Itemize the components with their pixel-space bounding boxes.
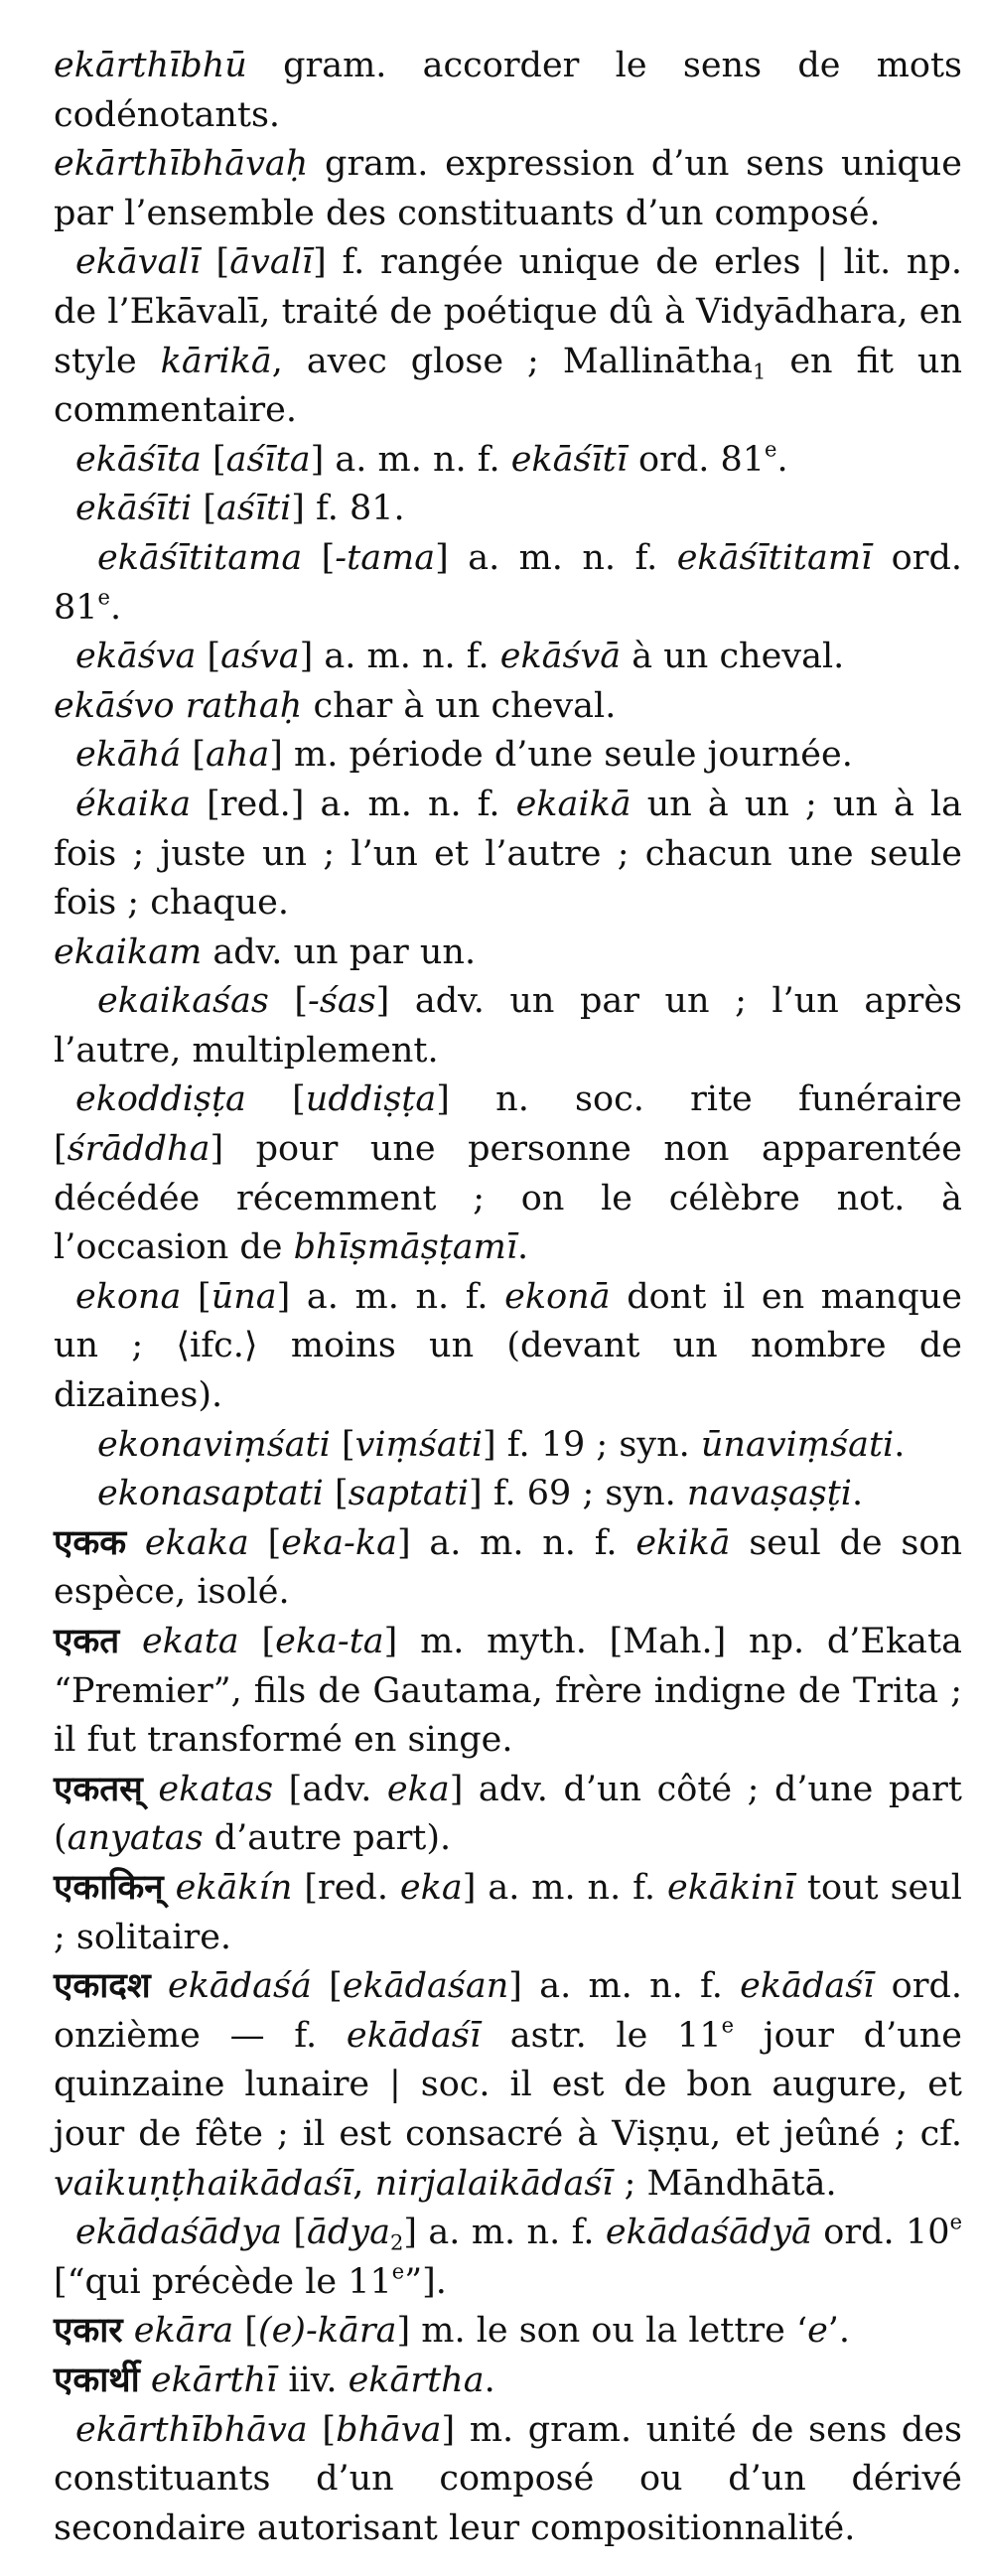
entry-ekasvo-rathah: ekāśvo rathaḥ char à un cheval. [54,685,617,726]
entry-ekarthibhavah: ekārthībhāvaḥ gram. expression d’un sens unique par l’ensemble des constituants d’un composé. [54,144,962,233]
entry-ekasita: ekāśīta [aśīta] a. m. n. f. ekāśītī ord. 81e. [75,437,788,480]
entry-ekonavimsati: ekonaviṃśati [viṃśati] f. 19 ; syn. ūnaviṃśati. [97,1424,906,1465]
entry-ekaka: एकक ekaka [eka-ka] a. m. n. f. ekikā seul de son espèce, isolé. [54,1522,963,1613]
entry-ekaha: ekāhá [aha] m. période d’une seule journée. [75,735,853,776]
entry-ekavali: ekāvalī [āvalī] f. rangée unique de erles | lit. np. de l’Ekāvalī, traité de poétique dû à Vidyādhara, en style kārikā, avec glose ; Mallinātha$_1$ en fit un commentaire. [54,242,962,431]
entry-ekakin: एकाकिन् ekākín [red. eka] a. m. n. f. ekākinī tout seul ; solitaire. [54,1867,962,1957]
entry-ekadasadya: ekādaśādya [ādya$_2$] a. m. n. f. ekādaśādyā ord. 10e [“qui précède le 11e”]. [54,2210,963,2302]
entry-ekarthibhava: ekārthībhāva [bhāva] m. gram. unité de sens des constituants d’un composé ou d’un dérivé secondaire autorisant leur compositionnalité. [54,2409,963,2548]
entry-ekadasa: एकादश ekādaśá [ekādaśan] a. m. n. f. ekādaśī ord. onzième — f. ekādaśī astr. le 11e jour d’une quinzaine lunaire | soc. il est de bon augure, et jour de fête ; il est consacré à Viṣṇu, et jeûné ; cf. vaikuṇṭhaikādaśī, nirjalaikādaśī ; Māndhātā. [54,1966,962,2204]
entry-ekara: एकार ekāra [(e)-kāra] m. le son ou la lettre ‘e’. [54,2311,851,2352]
entry-ekasiti: ekāśīti [aśīti] f. 81. [75,489,405,529]
entry-ekaika: ékaika [red.] a. m. n. f. ekaikā un à un ; un à la fois ; juste un ; l’un et l’autre ; chacun une seule fois ; chaque. [54,784,962,924]
entry-ekatas: एकतस् ekatas [adv. eka] adv. d’un côté ; d’une part (anyatas d’autre part). [54,1769,962,1859]
entry-ekona: ekona [ūna] a. m. n. f. ekonā dont il en manque un ; ⟨ifc.⟩ moins un (devant un nombre de dizaines). [54,1276,963,1416]
entry-ekarthi: एकार्थी ekārthī iiv. ekārtha. [54,2360,495,2400]
entry-ekoddista: ekoddiṣṭa [uddiṣṭa] n. soc. rite funéraire [śrāddha] pour une personne non apparentée décédée récemment ; on le célèbre not. à l’occasion de bhīṣmāṣṭamī. [54,1079,962,1268]
entry-ekarthibhu: ekārthībhū gram. accorder le sens de mots codénotants. [54,46,962,135]
entry-ekonasaptati: ekonasaptati [saptati] f. 69 ; syn. navaṣaṣṭi. [97,1474,864,1514]
entry-ekata: एकत ekata [eka-ta] m. myth. [Mah.] np. d’Ekata “Premier”, fils de Gautama, frère indigne de Trita ; il fut transformé en singe. [54,1622,962,1761]
entry-ekaikam: ekaikam adv. un par un. [54,931,477,972]
entry-ekasva: ekāśva [aśva] a. m. n. f. ekāśvā à un cheval. [75,637,845,677]
entry-ekaikasas: ekaikaśas [-śas] adv. un par un ; l’un après l’autre, multiplement. [54,981,963,1071]
entry-ekasititama: ekāśītitama [-tama] a. m. n. f. ekāśītitamī ord. 81e. [54,537,963,628]
